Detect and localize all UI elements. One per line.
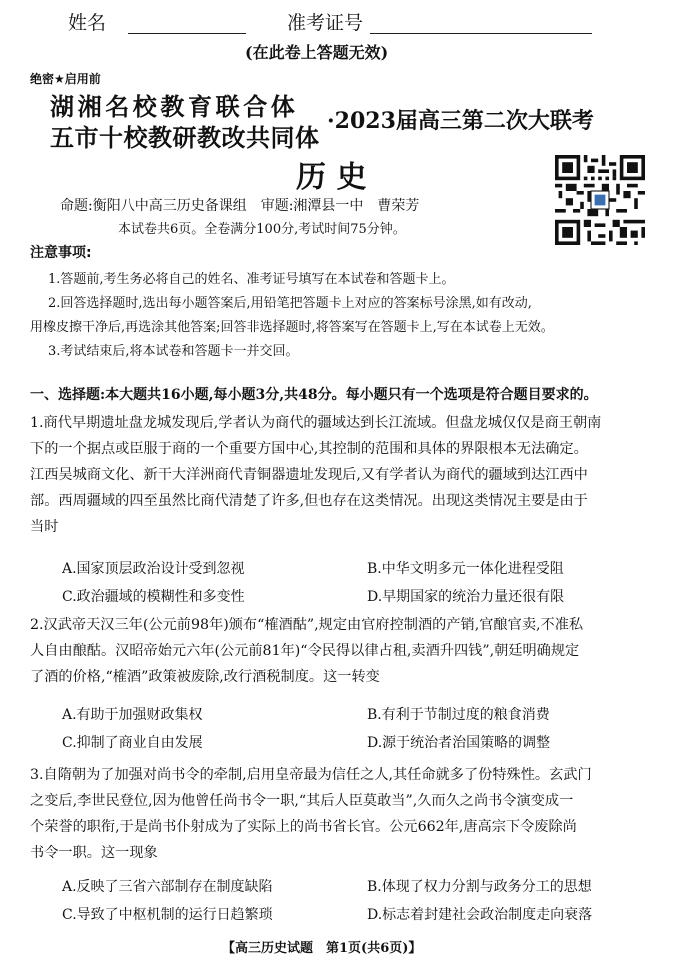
paper-info: 本试卷共6页。全卷满分100分,考试时间75分钟。 (118, 222, 406, 237)
option-d: D.标志着封建社会政治制度走向衰落 (367, 907, 593, 923)
name-field[interactable] (128, 33, 246, 34)
question-line: 人自由酿酤。汉昭帝始元六年(公元前81年)“令民得以律占租,卖酒升四钱”,朝廷明确规定 (30, 643, 580, 659)
invalid-note: (在此卷上答题无效) (245, 43, 389, 62)
notice-title: 注意事项: (30, 245, 92, 261)
section-title: 一、选择题:本大题共16小题,每小题3分,共48分。每小题只有一个选项是符合题目要求的。 (30, 387, 598, 403)
page-footer: 【高三历史试题 第1页(共6页)】 (222, 941, 422, 956)
question-line: 了酒的价格,“榷酒”政策被废除,改行酒税制度。这一转变 (30, 669, 380, 685)
option-b: B.有利于节制过度的粮食消费 (367, 707, 550, 723)
question-line: 下的一个据点或臣服于商的一个重要方国中心,其控制的范围和具体的界限根本无法确定。 (30, 441, 588, 457)
question-line: 3.自隋朝为了加强对尚书令的牵制,启用皇帝最为信任之人,其任命就多了份特殊性。玄武门 (30, 767, 592, 783)
exam-id-label: 准考证号 (287, 12, 364, 34)
question-line: 江西吴城商文化、新干大洋洲商代青铜器遗址发现后,又有学者认为商代的疆域到达江西中 (30, 467, 588, 483)
question-line: 部。西周疆域的四至虽然比商代清楚了许多,但也存在这类情况。出现这类情况主要是由于 (30, 493, 588, 509)
subject-title: 历 史 (296, 160, 367, 195)
question-line: 2.汉武帝天汉三年(公元前98年)颁布“榷酒酤”,规定由官府控制酒的产销,官酿官卖,不准私 (30, 617, 584, 633)
option-a: A.国家顶层政治设计受到忽视 (62, 561, 245, 577)
option-a: A.有助于加强财政集权 (62, 707, 203, 723)
question-line: 1.商代早期遗址盘龙城发现后,学者认为商代的疆域达到长江流域。但盘龙城仅仅是商王朝南 (30, 415, 602, 431)
credits: 命题:衡阳八中高三历史备课组 审题:湘潭县一中 曹荣芳 (60, 198, 420, 214)
option-b: B.体现了权力分割与政务分工的思想 (367, 879, 592, 895)
option-b: B.中华文明多元一体化进程受阻 (367, 561, 564, 577)
exam-title: ·2023届高三第二次大联考 (327, 108, 594, 134)
option-d: D.早期国家的统治力量还很有限 (367, 589, 565, 605)
option-d: D.源于统治者治国策略的调整 (367, 735, 551, 751)
option-c: C.抑制了商业自由发展 (62, 735, 203, 751)
alliance-line-2: 五市十校教研教改共同体 (50, 123, 320, 152)
notice-item: 用橡皮擦干净后,再选涂其他答案;回答非选择题时,将答案写在答题卡上,写在本试卷上无效。 (30, 320, 554, 335)
option-c: C.政治疆域的模糊性和多变性 (62, 589, 245, 605)
qr-code (555, 155, 645, 245)
notice-item: 1.答题前,考生务必将自己的姓名、准考证号填写在本试卷和答题卡上。 (48, 272, 455, 287)
question-line: 之变后,李世民登位,因为他曾任尚书令一职,“其后人臣莫敢当”,久而久之尚书令演变成一 (30, 793, 574, 809)
option-c: C.导致了中枢机制的运行日趋繁琐 (62, 907, 273, 923)
notice-item: 3.考试结束后,将本试卷和答题卡一并交回。 (48, 344, 299, 359)
name-label: 姓名 (68, 12, 107, 34)
secret-tag: 绝密★启用前 (30, 72, 101, 86)
question-line: 个荣誉的职衔,于是尚书仆射成为了实际上的尚书省长官。公元662年,唐高宗下令废除尚 (30, 819, 577, 835)
question-line: 书令一职。这一现象 (30, 845, 158, 861)
option-a: A.反映了三省六部制存在制度缺陷 (62, 879, 273, 895)
question-line: 当时 (30, 519, 59, 535)
notice-item: 2.回答选择题时,选出每小题答案后,用铅笔把答题卡上对应的答案标号涂黑,如有改动, (48, 296, 532, 311)
alliance-line-1: 湖湘名校教育联合体 (50, 92, 299, 121)
exam-id-field[interactable] (370, 33, 592, 34)
